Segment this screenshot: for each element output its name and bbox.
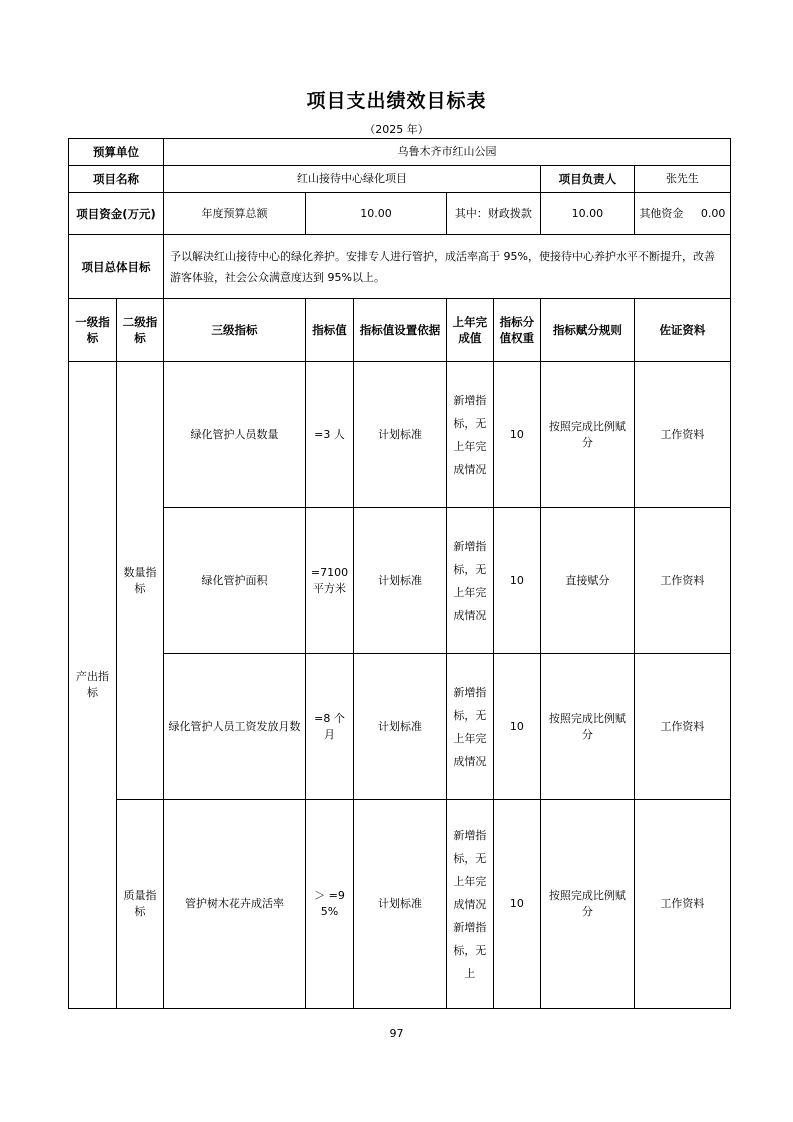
row-weight: 10: [493, 654, 540, 800]
row-last-year: 新增指标，无上年完成情况: [446, 508, 493, 654]
page-number: 97: [389, 1027, 404, 1040]
row-rule: 按照完成比例赋分: [540, 800, 634, 1009]
row-rule: 按照完成比例赋分: [540, 362, 634, 508]
project-name-label: 项目名称: [69, 166, 164, 193]
row-name: 绿化管护面积: [164, 508, 306, 654]
leader-label: 项目负责人: [540, 166, 634, 193]
row-basis: 计划标准: [354, 362, 447, 508]
row-name: 绿化管护人员工资发放月数: [164, 654, 306, 800]
row-basis: 计划标准: [354, 508, 447, 654]
table-row: [69, 362, 731, 508]
leader-value: 张先生: [634, 166, 730, 193]
row-last-year: 新增指标，无上年完成情况新增指标，无上: [446, 800, 493, 1009]
budget-unit-label: 预算单位: [69, 139, 164, 166]
header-level1: 一级指标: [69, 299, 117, 362]
header-evidence: 佐证资料: [634, 299, 730, 362]
row-last-year: 新增指标，无上年完成情况: [446, 362, 493, 508]
header-level2: 二级指标: [117, 299, 164, 362]
row-evidence: 工作资料: [634, 800, 730, 1009]
other-funds-value: 0.00: [700, 206, 726, 220]
fiscal-label: 其中：财政拨款: [446, 193, 540, 235]
row-name: 绿化管护人员数量: [164, 362, 306, 508]
row-basis: 计划标准: [354, 654, 447, 800]
row-rule: 直接赋分: [540, 508, 634, 654]
annual-budget-value: 10.00: [306, 193, 447, 235]
row-weight: 10: [493, 800, 540, 1009]
header-basis: 指标值设置依据: [354, 299, 447, 362]
other-funds-label: 其他资金: [639, 206, 684, 220]
row-last-year: 新增指标，无上年完成情况: [446, 654, 493, 800]
page-title: 项目支出绩效目标表: [306, 90, 487, 112]
level2-quality: 质量指标: [117, 800, 164, 1009]
year-label: （2025 年）: [364, 123, 429, 136]
row-weight: 10: [493, 508, 540, 654]
table-row: [69, 508, 731, 654]
table-row: [69, 654, 731, 800]
goal-text: 予以解决红山接待中心的绿化养护。安排专人进行管护，成活率高于 95%，使接待中心养护水平不断提升，改善游客体验，社会公众满意度达到 95%以上。: [164, 235, 731, 299]
row-value: ＞ =95%: [306, 800, 354, 1009]
other-funds-cell: [634, 193, 730, 235]
header-rule: 指标赋分规则: [540, 299, 634, 362]
row-rule: 按照完成比例赋分: [540, 654, 634, 800]
level2-quantity: 数量指标: [117, 362, 164, 800]
budget-unit-value: 乌鲁木齐市红山公园: [164, 139, 731, 166]
performance-table: [68, 138, 731, 1009]
table-row: [69, 800, 731, 1009]
level1-output: 产出指标: [69, 362, 117, 1009]
header-last-year: 上年完成值: [446, 299, 493, 362]
row-evidence: 工作资料: [634, 362, 730, 508]
row-value: =8 个月: [306, 654, 354, 800]
row-basis: 计划标准: [354, 800, 447, 1009]
project-name-value: 红山接待中心绿化项目: [164, 166, 541, 193]
fiscal-value: 10.00: [540, 193, 634, 235]
row-name: 管护树木花卉成活率: [164, 800, 306, 1009]
annual-budget-label: 年度预算总额: [164, 193, 306, 235]
header-weight: 指标分值权重: [493, 299, 540, 362]
row-evidence: 工作资料: [634, 654, 730, 800]
header-level3: 三级指标: [164, 299, 306, 362]
row-weight: 10: [493, 362, 540, 508]
row-value: =3 人: [306, 362, 354, 508]
header-value: 指标值: [306, 299, 354, 362]
funds-label: 项目资金(万元): [69, 193, 164, 235]
row-evidence: 工作资料: [634, 508, 730, 654]
row-value: =7100 平方米: [306, 508, 354, 654]
goal-label: 项目总体目标: [69, 235, 164, 299]
